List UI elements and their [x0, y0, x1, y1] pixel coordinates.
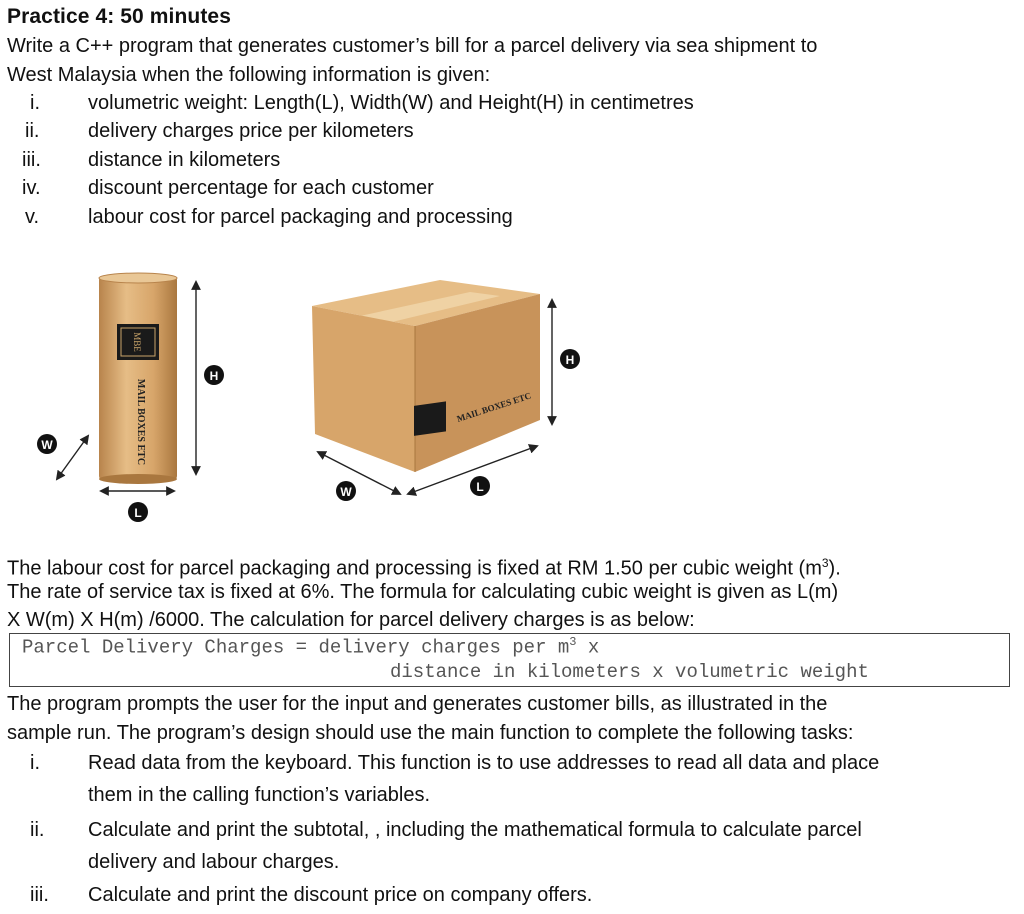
- svg-text:H: H: [565, 353, 575, 367]
- body-line-1: The labour cost for parcel packaging and processing is fixed at RM 1.50 per cubic weight $(m^3)$.: [7, 556, 841, 580]
- svg-text:W: W: [41, 438, 53, 452]
- body-line-2: The rate of service tax is fixed at 6%. The formula for calculating cubic weight is given as L(m): [7, 581, 839, 603]
- box-parcel: [312, 280, 540, 472]
- box-brand-text: MAIL BOXES ETC: [455, 390, 533, 424]
- intro-line-2: West Malaysia when the following information is given:: [7, 64, 491, 86]
- svg-text:L: L: [134, 506, 142, 520]
- svg-text:L: L: [476, 480, 484, 494]
- tube-logo-text: MBE: [132, 332, 142, 352]
- formula-box: [9, 633, 1010, 687]
- closing-line-2: sample run. The program’s design should use the main function to complete the following tasks:: [7, 722, 854, 744]
- document-page: Practice 4: 50 minutes Write a C++ program that generates customer’s bill for a parcel delivery via sea shipment to West Malaysia when the following information is given: i. volumetric weight: Length(L), Width(W) and Height(H) in centimetres ii. delivery charges price per kilometers iii. distance in kilometers iv. discount percentage for each customer v. labour cost for parcel packaging and processing MBE MAIL BOXES ETC H W L MAIL BOXES ETC H W L The labour cost for parcel packaging and processing is fixed at RM 1.50 per cubic weight $(m^3)$. The rate of service tax is fixed at 6%. The formula for calculating cubic weight is given as L(m) X W(m) X H(m) /6000. The calculation for parcel delivery charges is as below: Parcel Delivery Charges = delivery charges per $m^3$ x distance in kilometers x volumetric weight The program prompts the user for the input and generates customer bills, as illustrated in the sample run. The program’s design should use the main function to complete the following tasks: i. Read data from the keyboard. This function is to use addresses to read all data and place them in the calling function’s variables. ii. Calculate and print the subtotal, , including the mathematical formula to calculate parcel delivery and labour charges. iii. Calculate and print the discount price on company offers.: [0, 0, 1024, 914]
- svg-text:H: H: [209, 369, 219, 383]
- intro-line-1: Write a C++ program that generates customer’s bill for a parcel delivery via sea shipment to: [7, 35, 818, 57]
- svg-text:W: W: [340, 485, 352, 499]
- formula-line-2: distance in kilometers x volumetric weight: [390, 661, 869, 683]
- closing-line-1: The program prompts the user for the input and generates customer bills, as illustrated in the: [7, 693, 828, 715]
- page-title: Practice 4: 50 minutes: [7, 5, 231, 28]
- body-line-3: X W(m) X H(m) /6000. The calculation for parcel delivery charges is as below:: [7, 609, 695, 631]
- box-logo: [414, 401, 446, 435]
- formula-line-1: Parcel Delivery Charges = delivery charges per $m^3$ x: [22, 635, 600, 659]
- width-arrow-tube: [57, 436, 88, 479]
- tube-parcel: [99, 273, 177, 484]
- parcel-illustration: [0, 262, 640, 524]
- tube-brand-text: MAIL BOXES ETC: [135, 378, 146, 466]
